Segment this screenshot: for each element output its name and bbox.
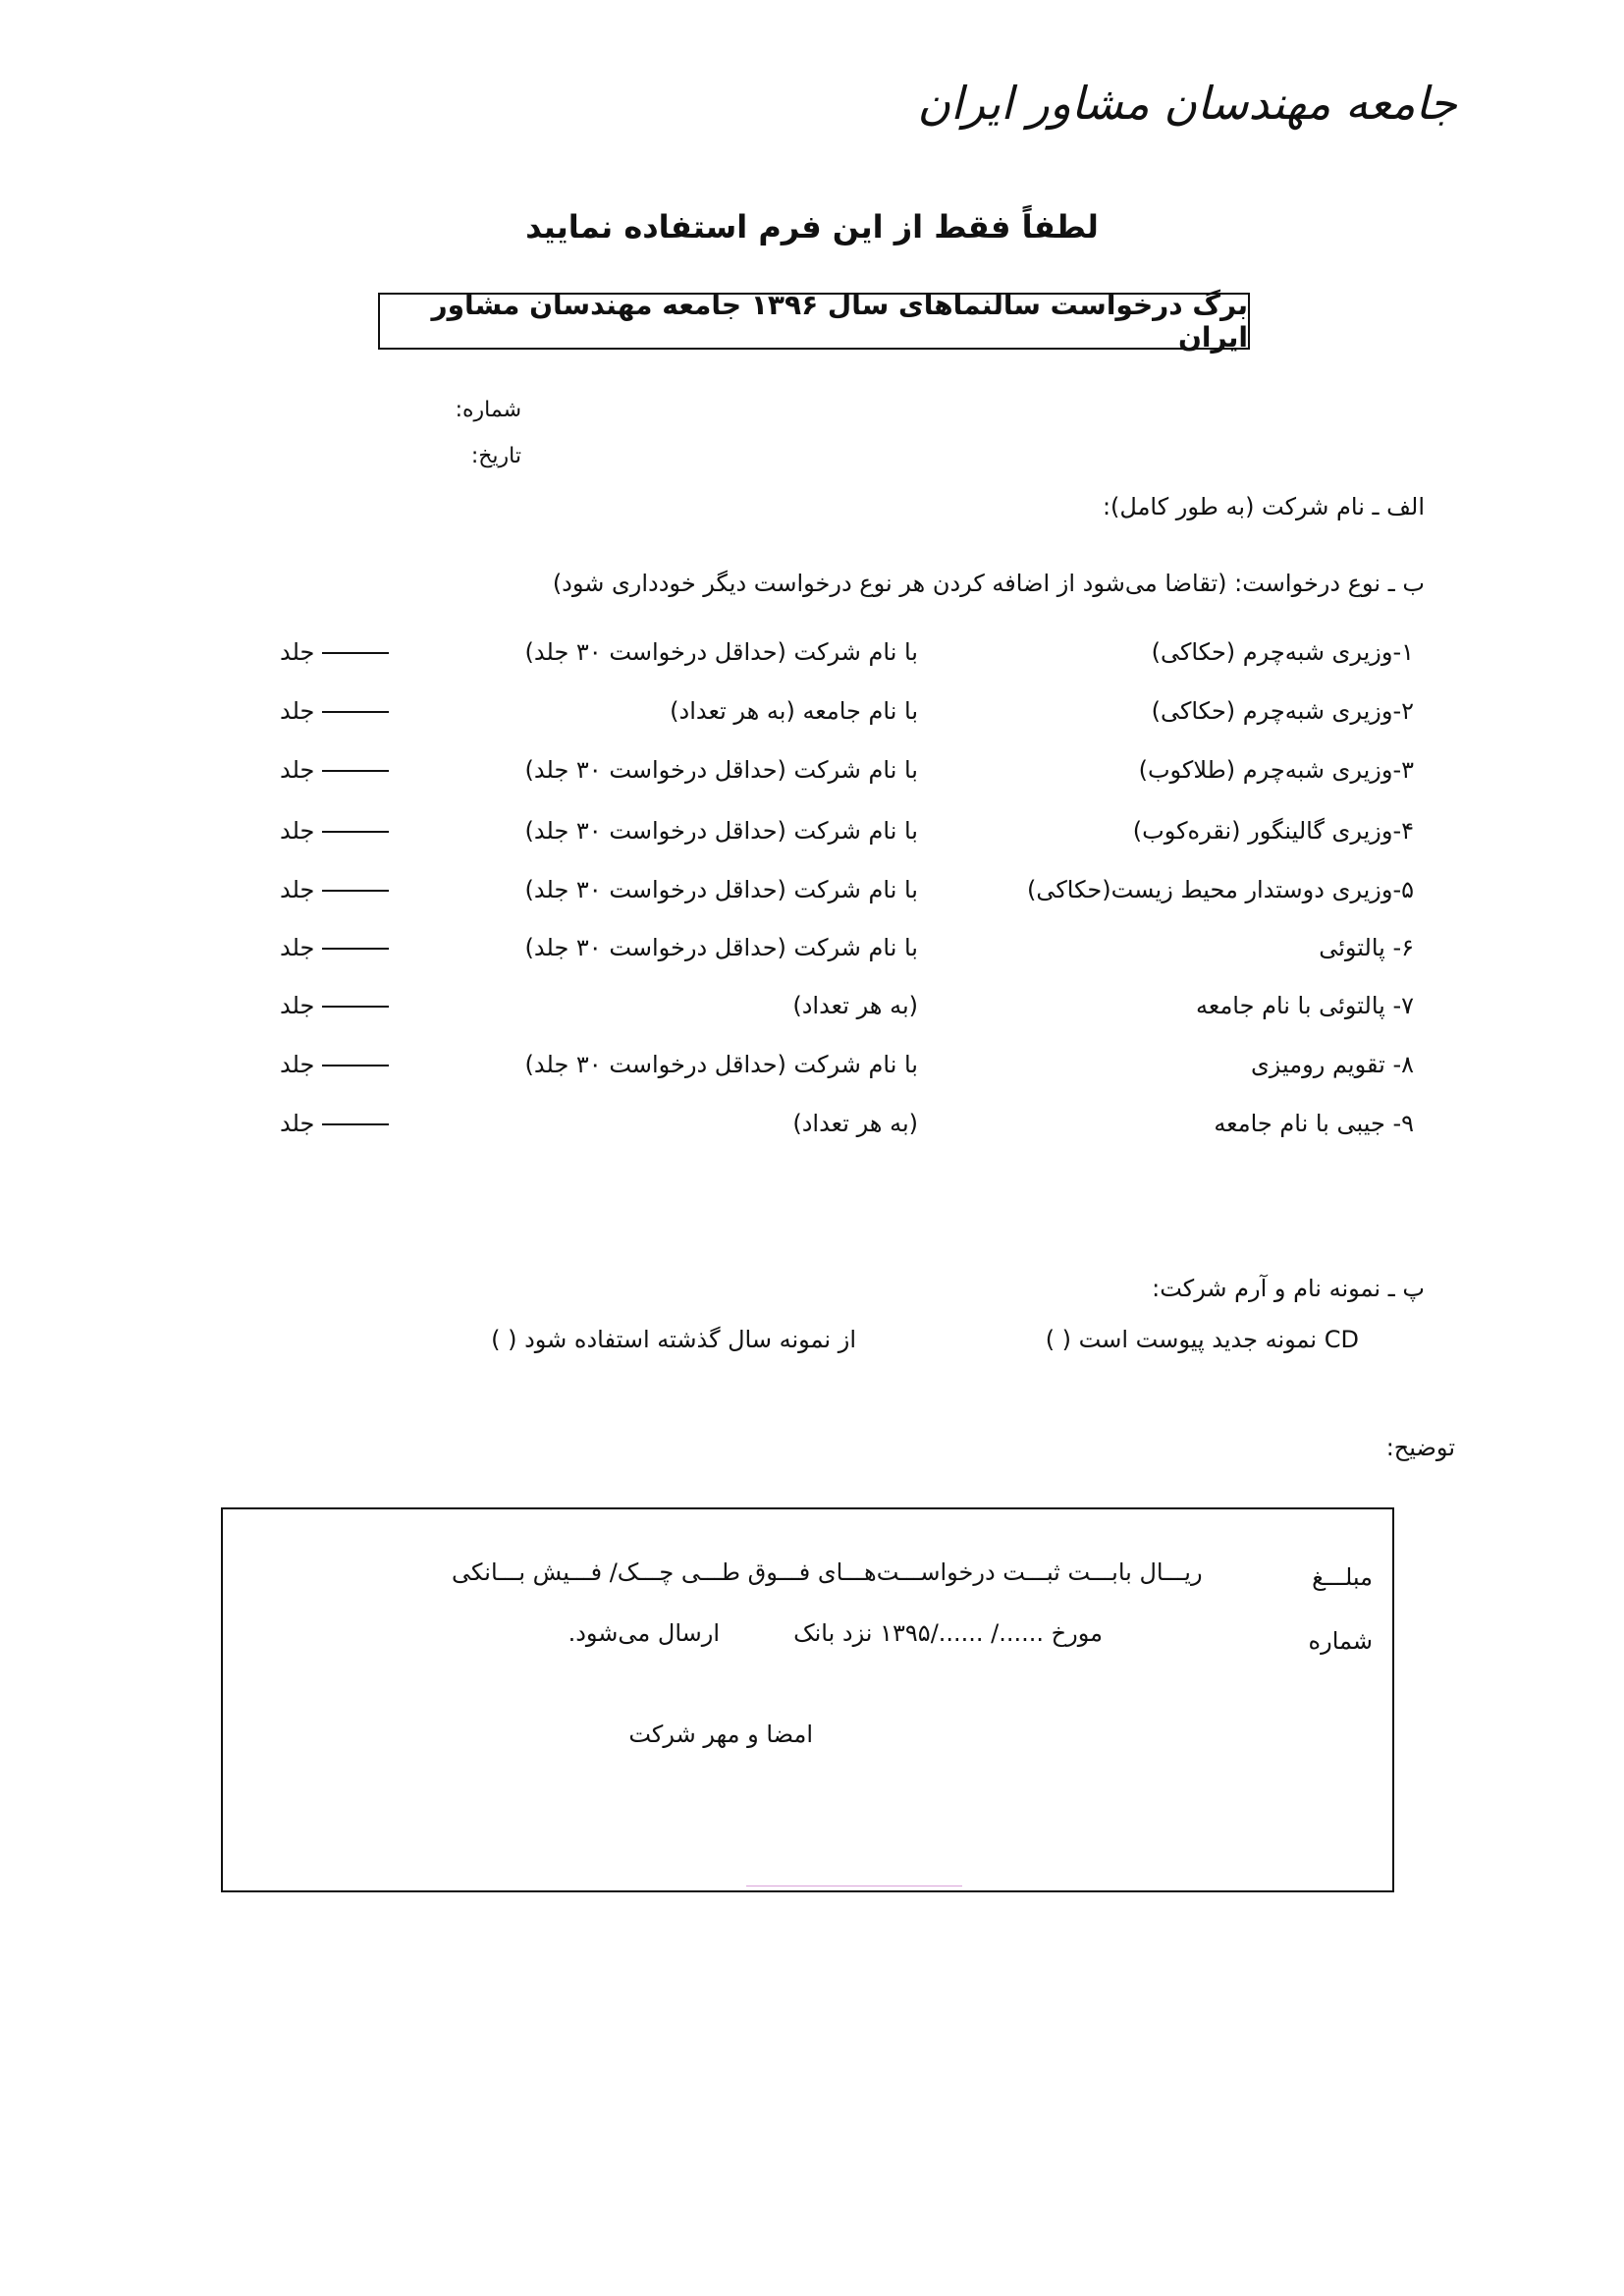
quantity-field[interactable] — [280, 697, 393, 725]
payment-sent-text: ارسال می‌شود. — [568, 1619, 720, 1647]
quantity-blank[interactable] — [322, 1123, 389, 1125]
quantity-field[interactable] — [280, 817, 393, 845]
request-item-condition: با نام شرکت (حداقل درخواست ۳۰ جلد) — [524, 934, 918, 961]
request-item-name: ۳-وزیری شبه‌چرم (طلاکوب) — [1138, 756, 1414, 784]
quantity-field[interactable] — [280, 876, 393, 903]
quantity-unit: جلد — [280, 756, 315, 784]
number-label: شماره: — [455, 398, 521, 422]
request-item-condition: با نام جامعه (به هر تعداد) — [670, 697, 918, 725]
form-title: برگ درخواست سالنماهای سال ۱۳۹۶ جامعه مهندسان مشاور ایران — [431, 289, 1248, 354]
request-row — [265, 817, 1414, 866]
quantity-unit: جلد — [280, 992, 315, 1019]
option-new-sample[interactable]: CD نمونه جدید پیوست است ( ) — [1045, 1326, 1359, 1353]
request-item-name: ۲-وزیری شبه‌چرم (حکاکی) — [1151, 697, 1414, 725]
notice-heading: لطفاً فقط از این فرم استفاده نمایید — [525, 208, 1099, 246]
quantity-field[interactable] — [280, 1110, 393, 1137]
request-row — [265, 638, 1414, 687]
request-row — [265, 697, 1414, 746]
quantity-unit: جلد — [280, 817, 315, 845]
payment-box — [221, 1507, 1394, 1892]
request-row — [265, 1110, 1414, 1159]
request-item-condition: با نام شرکت (حداقل درخواست ۳۰ جلد) — [524, 638, 918, 666]
notes-label: توضیح: — [1385, 1434, 1455, 1461]
request-row — [265, 876, 1414, 925]
payment-amount-label: مبلـــغ — [1312, 1563, 1373, 1591]
request-item-name: ۶- پالتوئی — [1319, 934, 1414, 961]
signature-label: امضا و مهر شرکت — [628, 1721, 813, 1748]
quantity-blank[interactable] — [322, 1065, 389, 1066]
payment-date-text: مورخ ....../ ....../۱۳۹۵ نزد بانک — [793, 1619, 1103, 1647]
logo-calligraphy: جامعه مهندسان مشاور ایران — [917, 77, 1457, 130]
request-row — [265, 1051, 1414, 1100]
request-item-condition: (به هر تعداد) — [792, 992, 918, 1019]
quantity-field[interactable] — [280, 992, 393, 1019]
request-item-condition: با نام شرکت (حداقل درخواست ۳۰ جلد) — [524, 876, 918, 903]
date-label: تاریخ: — [470, 444, 521, 468]
quantity-field[interactable] — [280, 638, 393, 666]
payment-number-label: شماره — [1308, 1627, 1373, 1655]
quantity-blank[interactable] — [322, 831, 389, 833]
quantity-blank[interactable] — [322, 890, 389, 892]
quantity-unit: جلد — [280, 638, 315, 666]
quantity-unit: جلد — [280, 697, 315, 725]
section-p-label: پ ـ نمونه نام و آرم شرکت: — [1152, 1275, 1425, 1302]
request-row — [265, 756, 1414, 805]
request-item-condition: (به هر تعداد) — [792, 1110, 918, 1137]
section-a-company-name: الف ـ نام شرکت (به طور کامل): — [1102, 493, 1425, 520]
quantity-blank[interactable] — [322, 948, 389, 950]
request-item-condition: با نام شرکت (حداقل درخواست ۳۰ جلد) — [524, 817, 918, 845]
quantity-blank[interactable] — [322, 1006, 389, 1008]
request-row — [265, 992, 1414, 1041]
request-row — [265, 934, 1414, 983]
quantity-field[interactable] — [280, 934, 393, 961]
request-item-name: ۴-وزیری گالینگور (نقره‌کوب) — [1132, 817, 1414, 845]
request-item-name: ۸- تقویم رومیزی — [1251, 1051, 1414, 1078]
quantity-field[interactable] — [280, 1051, 393, 1078]
option-last-year-sample[interactable]: از نمونه سال گذشته استفاده شود ( ) — [491, 1326, 856, 1353]
request-item-name: ۷- پالتوئی با نام جامعه — [1196, 992, 1414, 1019]
quantity-blank[interactable] — [322, 711, 389, 713]
quantity-blank[interactable] — [322, 770, 389, 772]
quantity-unit: جلد — [280, 876, 315, 903]
section-b-label: ب ـ نوع درخواست: (تقاضا می‌شود از اضافه کردن هر نوع درخواست دیگر خودداری شود) — [552, 570, 1425, 597]
request-item-condition: با نام شرکت (حداقل درخواست ۳۰ جلد) — [524, 756, 918, 784]
quantity-field[interactable] — [280, 756, 393, 784]
request-item-name: ۵-وزیری دوستدار محیط زیست(حکاکی) — [1027, 876, 1414, 903]
quantity-unit: جلد — [280, 1110, 315, 1137]
form-title-box — [378, 289, 1250, 354]
quantity-unit: جلد — [280, 934, 315, 961]
request-item-condition: با نام شرکت (حداقل درخواست ۳۰ جلد) — [524, 1051, 918, 1078]
quantity-unit: جلد — [280, 1051, 315, 1078]
request-item-name: ۹- جیبی با نام جامعه — [1214, 1110, 1414, 1137]
quantity-blank[interactable] — [322, 652, 389, 654]
request-item-name: ۱-وزیری شبه‌چرم (حکاکی) — [1151, 638, 1414, 666]
payment-amount-text: ریـــال بابـــت ثبـــت درخواســـت‌هـــای فـــوق طـــی چـــک/ فـــیش بـــانکی — [452, 1558, 1203, 1586]
